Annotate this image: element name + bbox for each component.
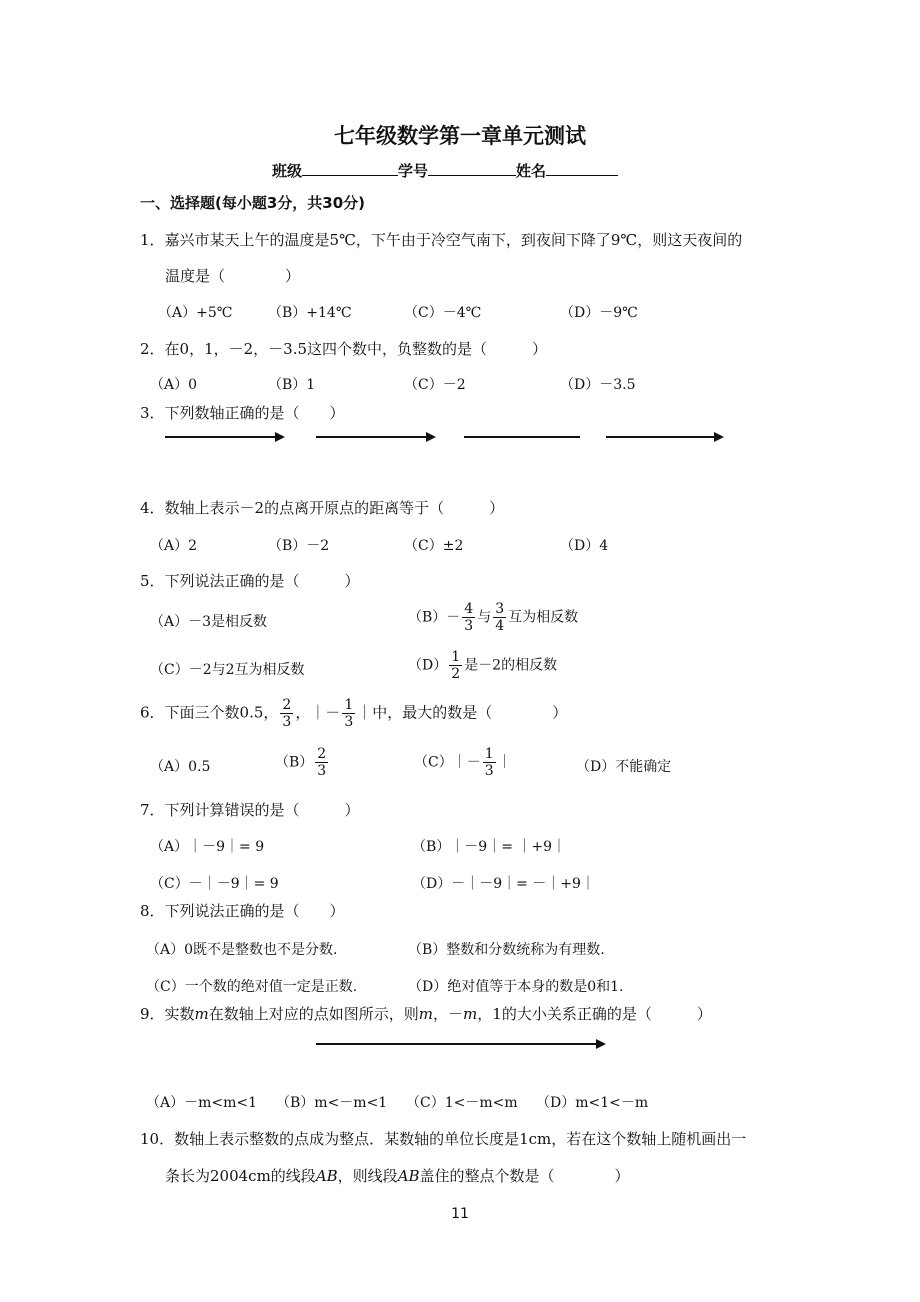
fraction-4-3: $\frac{4}{3}$ [464,601,474,634]
number-line-d [606,436,714,438]
q7-option-a: （A）｜－9｜= 9 [150,839,265,855]
fraction-3-4: $\frac{3}{4}$ [495,601,505,634]
page-title: 七年级数学第一章单元测试 [334,124,586,148]
number-blank [428,161,516,176]
q7-option-d: （D）－｜－9｜= －｜+9｜ [412,876,595,892]
q6-option-d: （D）不能确定 [576,759,672,775]
q9-arrow-icon [596,1039,606,1049]
number-line-b [316,436,426,438]
number-line-c [464,436,580,438]
q4-option-a: （A）2 [150,538,198,554]
q9-option-b: （B）m<－m<1 [276,1095,388,1111]
name-label: 姓名 [516,162,547,180]
q5-option-a: （A）－3是相反数 [150,614,268,630]
question-3: 3．下列数轴正确的是（ ） [140,404,345,422]
q4-option-d: （D）4 [560,538,609,554]
q2-option-b: （B）1 [268,377,316,393]
number-label: 学号 [398,162,429,180]
q5-option-b: （B）－ $\frac{4}{3}$ 与 $\frac{3}{4}$ 互为相反数 [408,601,579,634]
arrow-a-icon [275,432,285,442]
fraction-2-3-b: $\frac{2}{3}$ [317,746,327,779]
question-1-line1: 1．嘉兴市某天上午的温度是5℃，下午由于冷空气南下，到夜间下降了9℃，则这天夜间的 [140,231,743,249]
q6-option-a: （A）0.5 [150,759,211,775]
q4-option-c: （C）±2 [404,538,464,554]
q4-option-b: （B）－2 [268,538,330,554]
question-7: 7．下列计算错误的是（ ） [140,801,360,819]
q5-b-prefix: （B）－ [408,609,461,626]
arrow-b-icon [426,432,436,442]
q6-option-c: （C）｜－ $\frac{1}{3}$ ｜ [414,746,512,779]
q8-option-d: （D）绝对值等于本身的数是0和1. [408,979,624,995]
question-2: 2．在0，1，－2，－3.5这四个数中，负整数的是（ ） [140,340,548,358]
class-blank [302,161,398,176]
q2-option-d: （D）－3.5 [560,377,636,393]
q2-option-a: （A）0 [150,377,198,393]
q1-option-b: （B）+14℃ [268,305,352,321]
fraction-1-3: $\frac{1}{3}$ [344,697,354,730]
question-10-line2: 条长为2004cm的线段AB，则线段AB盖住的整点个数是（ ） [165,1167,630,1185]
q8-option-a: （A）0既不是整数也不是分数. [146,942,338,958]
question-10-line1: 10．数轴上表示整数的点成为整点．某数轴的单位长度是1cm，若在这个数轴上随机画出一 [140,1130,747,1148]
section-heading: 一、选择题(每小题3分，共30分) [140,194,366,212]
q9-option-d: （D）m<1<－m [536,1095,649,1111]
fraction-1-3-c: $\frac{1}{3}$ [484,746,494,779]
class-label: 班级 [272,162,303,180]
q1-option-c: （C）－4℃ [404,305,482,321]
question-1-line2: 温度是（ ） [165,267,301,285]
arrow-d-icon [714,432,724,442]
q9-option-c: （C）1<－m<m [406,1095,518,1111]
fraction-1-2: $\frac{1}{2}$ [451,649,461,682]
page-number: 11 [451,1206,469,1222]
q7-option-c: （C）－｜－9｜= 9 [150,876,279,892]
q6-option-b: （B） $\frac{2}{3}$ [275,746,327,779]
q5-option-c: （C）－2与2互为相反数 [150,662,305,678]
question-6: 6．下面三个数0.5， $\frac{2}{3}$ ，｜－ $\frac{1}{3}$ ｜中，最大的数是（ ） [140,697,568,730]
question-8: 8．下列说法正确的是（ ） [140,902,345,920]
fraction-2-3: $\frac{2}{3}$ [282,697,292,730]
q9-option-a: （A）－m<m<1 [146,1095,258,1111]
q5-option-d: （D） $\frac{1}{2}$ 是－2的相反数 [408,649,558,682]
q9-number-line [316,1043,596,1045]
q1-option-a: （A）+5℃ [158,305,233,321]
q8-option-b: （B）整数和分数统称为有理数. [408,942,605,958]
q7-option-b: （B）｜－9｜= ｜+9｜ [412,839,567,855]
q8-option-c: （C）一个数的绝对值一定是正数. [146,979,358,995]
q1-option-d: （D）－9℃ [560,305,638,321]
question-4: 4．数轴上表示－2的点离开原点的距离等于（ ） [140,499,505,517]
number-line-a [165,436,275,438]
question-5: 5．下列说法正确的是（ ） [140,572,360,590]
student-info-line [272,160,618,181]
q2-option-c: （C）－2 [404,377,466,393]
name-blank [546,161,618,176]
question-9: 9．实数m在数轴上对应的点如图所示，则m，－m，1的大小关系正确的是（ ） [140,1005,712,1023]
